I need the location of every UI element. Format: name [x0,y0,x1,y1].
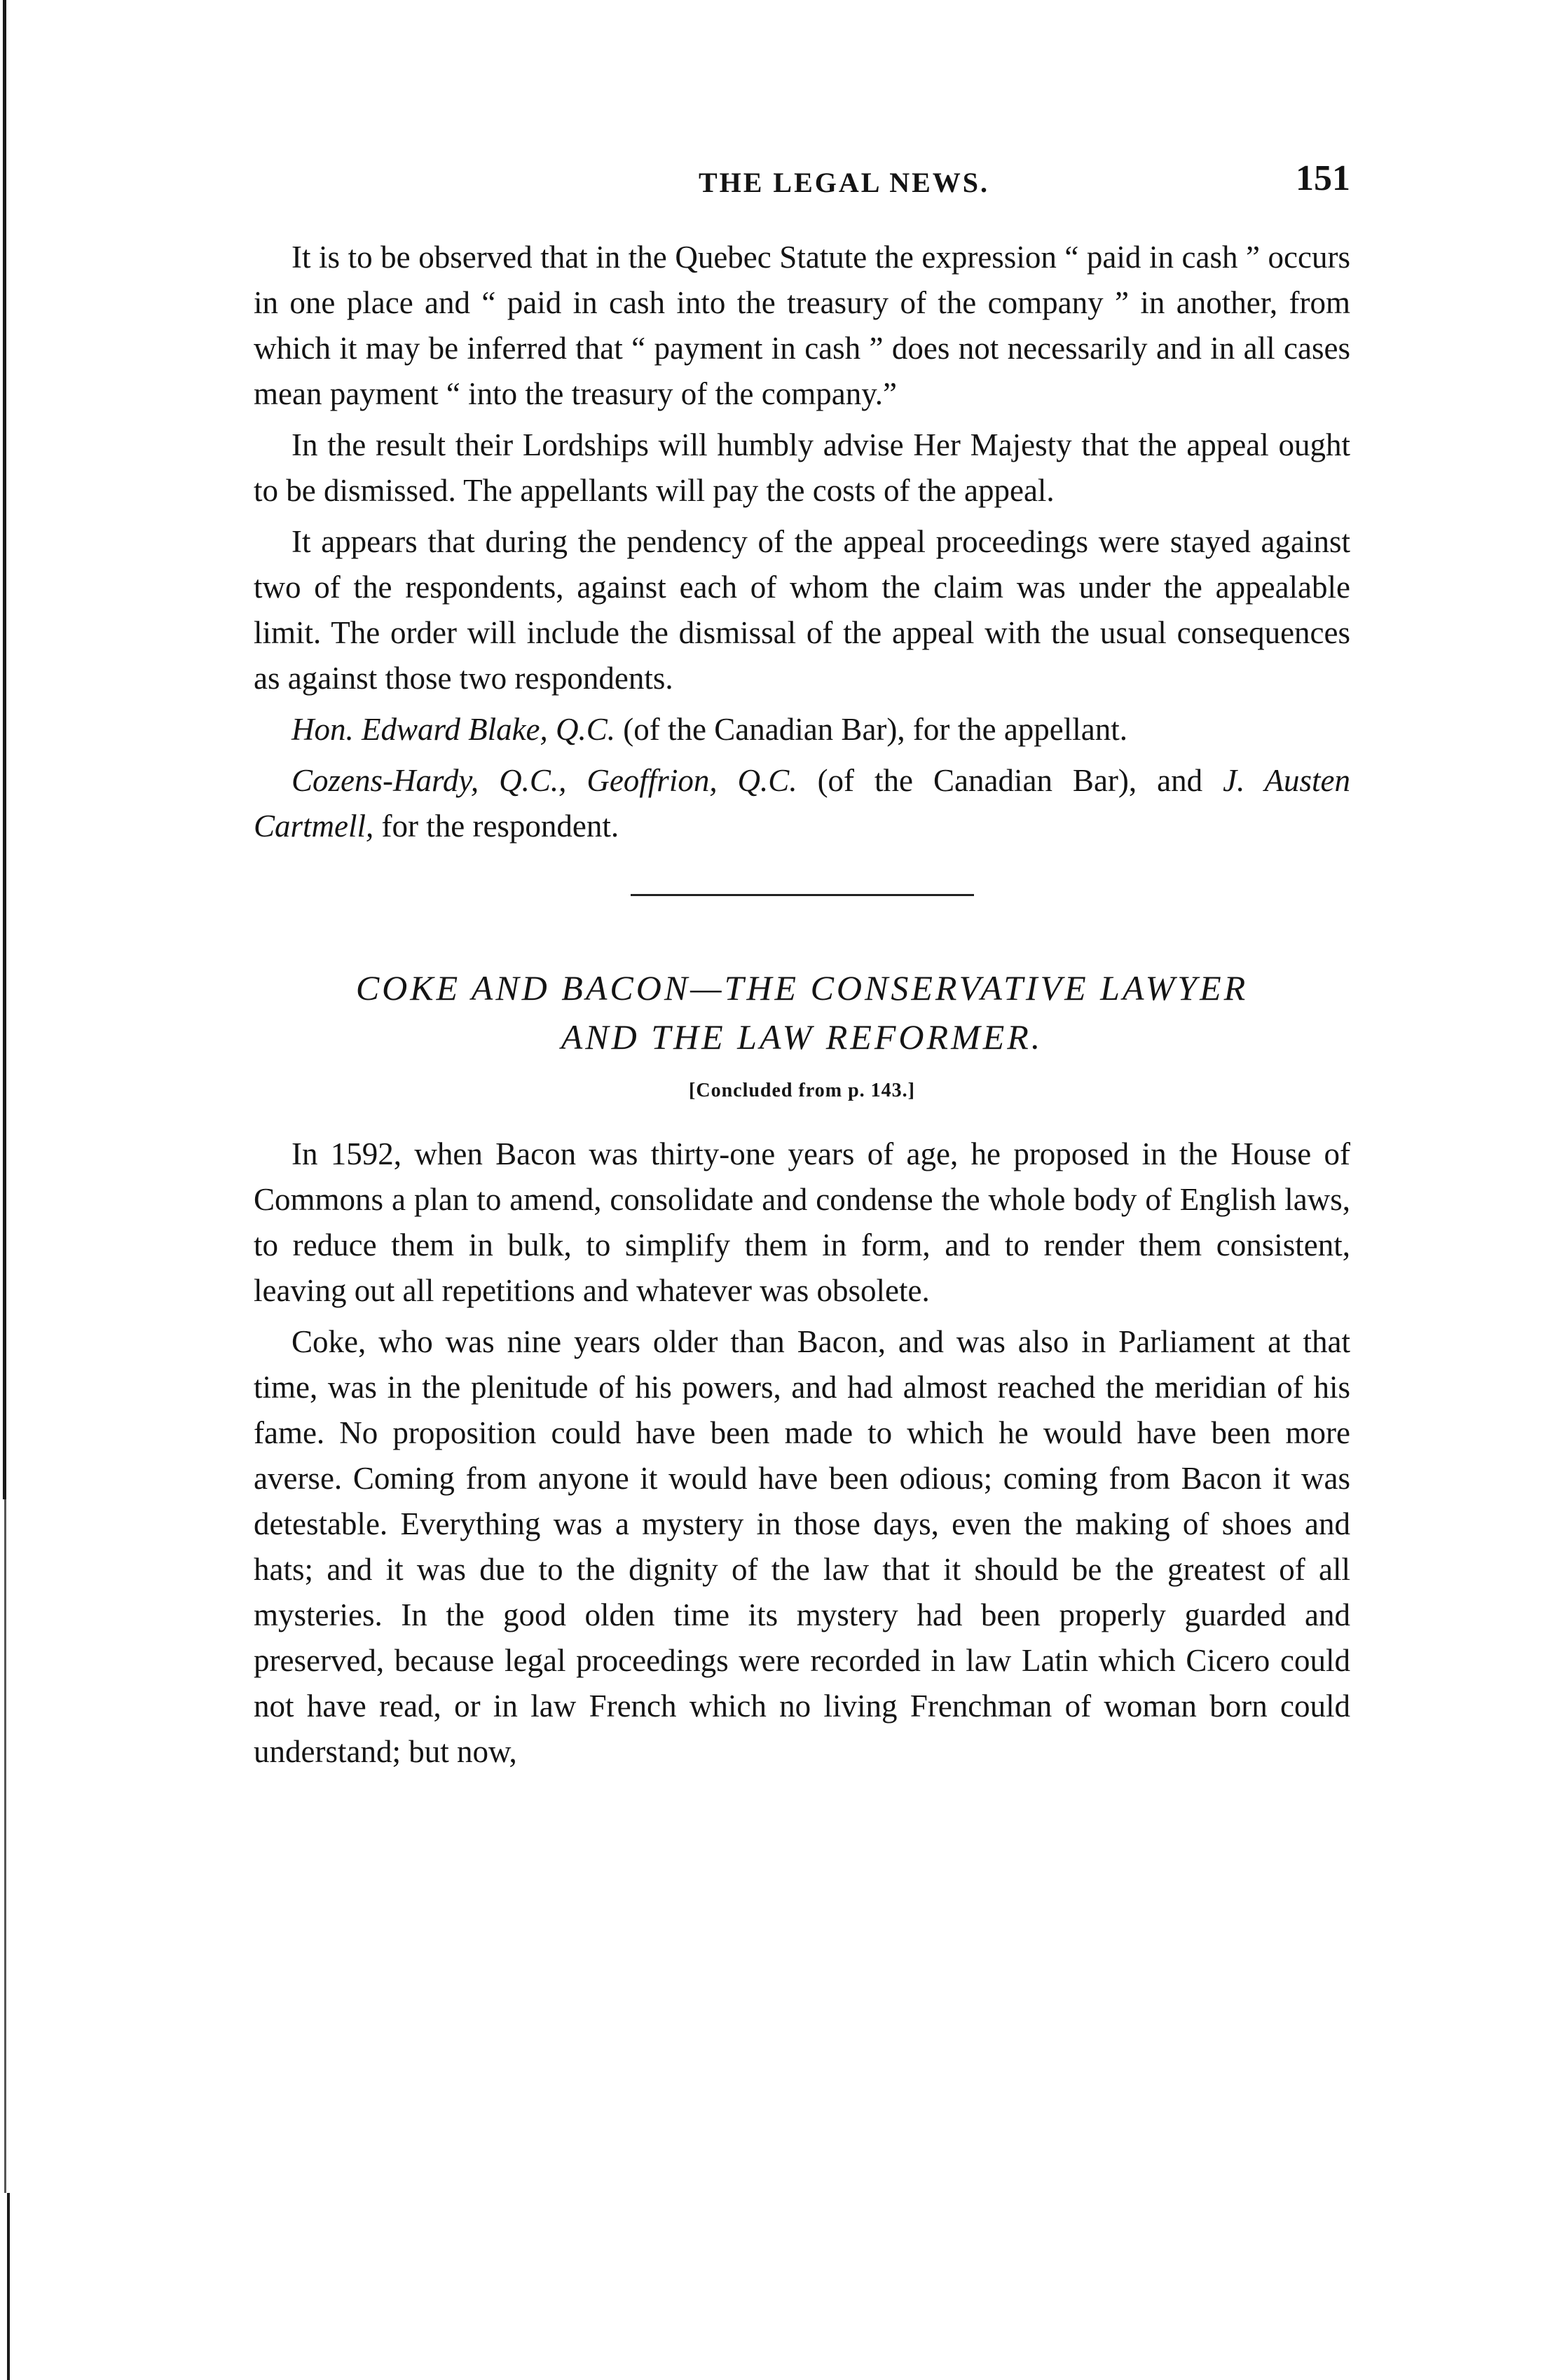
article-title-line: COKE AND BACON—THE CONSERVATIVE LAWYER [355,968,1249,1007]
document-page [254,158,1350,1780]
counsel-name: Hon. Edward Blake, Q.C. [291,712,616,747]
counsel-name: J. Austen Cartmell, [254,763,1350,844]
running-header [254,158,1350,207]
counsel-detail: for the respondent. [373,809,619,844]
counsel-appellant [254,707,1350,752]
scan-binding-edge [4,1499,6,2193]
continuation-note: [Concluded from p. 143.] [689,1080,915,1101]
section-divider [631,894,974,896]
judgment-paragraph: It appears that during the pendency of the appeal proceedings were stayed against two of the respondents, against each of whom the claim was under the appealable limit. The order will include the dismissal of the appeal with the usual consequences as against those two respondents. [254,524,1350,696]
scan-binding-edge [3,0,6,1499]
judgment-paragraph: It is to be observed that in the Quebec Statute the expression “ paid in cash ” occurs in one place and “ paid in cash into the treasury of the company ” in another, from which it may be inferred that “ payment in cash ” does not necessarily and in all cases mean payment “ into the treasury of the company.” [254,240,1350,411]
judgment-paragraph: In the result their Lordships will humbly advise Her Majesty that the appeal ought to be dismissed. The appellants will pay the costs of the appeal. [254,427,1350,508]
article-paragraph: In 1592, when Bacon was thirty-one years of age, he proposed in the House of Commons a plan to amend, consolidate and condense the whole body of English laws, to reduce them in bulk, to simplify them in form, and to render them consistent, leaving out all repetitions and whatever was obsolete. [254,1136,1350,1308]
counsel-detail: (of the Canadian Bar), and [797,763,1223,798]
article-paragraph: Coke, who was nine years older than Bacon, and was also in Parliament at that time, was in the plenitude of his powers, and had almost reached the meridian of his fame. No proposition could have been made to which he would have been more averse. Coming from anyone it would have been odious; coming from Bacon it was detestable. Everything was a mystery in those days, even the making of shoes and hats; and it was due to the dignity of the law that it should be the greatest of all mysteries. In the good olden time its mystery had been properly guarded and preserved, because legal proceedings were recorded in law Latin which Cicero could not have read, or in law French which no living Frenchman of woman born could understand; but now, [254,1324,1350,1769]
article-title-line: AND THE LAW REFORMER. [561,1017,1043,1057]
journal-title: THE LEGAL NEWS. [698,167,990,198]
counsel-name: Cozens-Hardy, Q.C., Geoffrion, Q.C. [291,763,797,798]
counsel-detail: (of the Canadian Bar), for the appellant. [615,712,1128,747]
counsel-respondent [254,758,1350,849]
scan-binding-edge [7,2193,10,2380]
page-number: 151 [1296,158,1350,198]
